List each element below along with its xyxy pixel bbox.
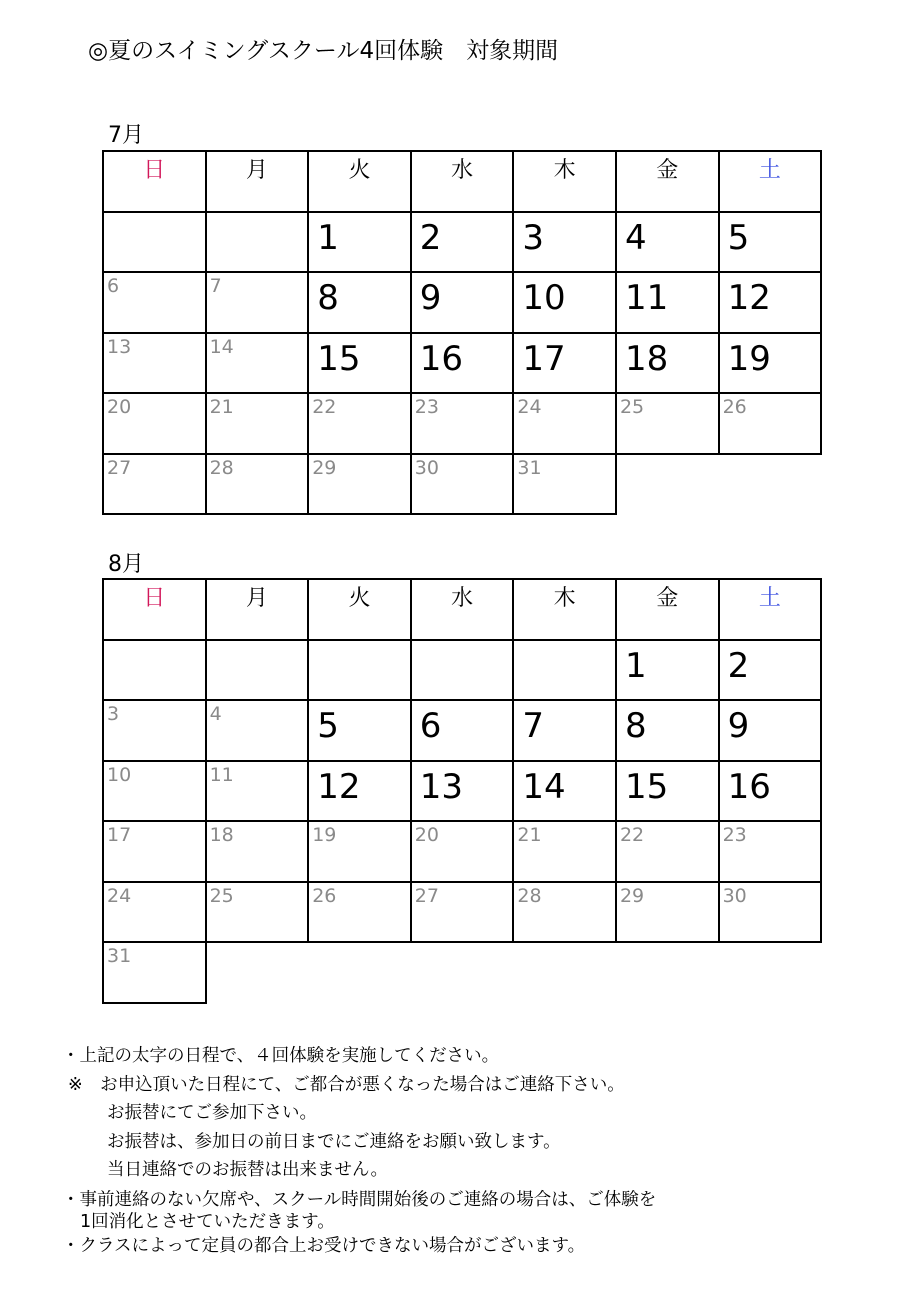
day-number: 31 bbox=[107, 945, 132, 967]
day-number: 21 bbox=[517, 824, 542, 846]
note-line: ※ お申込頂いた日程にて、ご都合が悪くなった場合はご連絡下さい。 bbox=[68, 1074, 625, 1095]
target-day-number: 8 bbox=[317, 278, 339, 318]
day-number: 22 bbox=[312, 396, 337, 418]
weekday-header bbox=[308, 151, 411, 212]
target-day-number: 2 bbox=[419, 217, 442, 258]
target-day-number: 14 bbox=[522, 766, 566, 807]
day-number: 3 bbox=[107, 703, 120, 725]
day-number: 22 bbox=[619, 824, 645, 846]
day-number: 19 bbox=[312, 824, 337, 846]
day-cell bbox=[103, 454, 206, 515]
day-cell bbox=[719, 882, 822, 943]
target-day-number: 5 bbox=[317, 706, 339, 746]
day-cell bbox=[719, 700, 822, 761]
note-line: ・事前連絡のない欠席や、スクール時間開始後のご連絡の場合は、ご体験を bbox=[62, 1189, 657, 1210]
day-cell bbox=[103, 882, 206, 943]
target-day-number: 6 bbox=[419, 706, 442, 746]
day-cell bbox=[719, 333, 822, 394]
day-cell bbox=[308, 640, 411, 701]
empty-cell bbox=[206, 942, 309, 1003]
weekday-label: 火 bbox=[348, 158, 371, 183]
weekday-label: 水 bbox=[451, 158, 474, 183]
day-cell bbox=[616, 882, 719, 943]
day-cell bbox=[103, 212, 206, 273]
day-cell bbox=[103, 333, 206, 394]
august-calendar bbox=[102, 578, 822, 1004]
weekday-label: 日 bbox=[143, 586, 166, 611]
weekday-label: 木 bbox=[553, 586, 576, 611]
weekday-header bbox=[719, 579, 822, 640]
day-cell bbox=[206, 333, 309, 394]
target-day-number: 19 bbox=[727, 338, 771, 379]
day-number: 4 bbox=[209, 703, 222, 725]
day-number: 20 bbox=[414, 824, 439, 846]
weekday-header bbox=[103, 579, 206, 640]
day-number: 25 bbox=[619, 396, 645, 418]
day-number: 29 bbox=[619, 884, 645, 907]
day-cell bbox=[719, 393, 822, 454]
notes bbox=[62, 1042, 882, 1257]
day-number: 17 bbox=[107, 824, 132, 846]
day-cell bbox=[103, 700, 206, 761]
target-day-number: 12 bbox=[727, 278, 771, 318]
day-cell bbox=[308, 882, 411, 943]
day-cell bbox=[616, 333, 719, 394]
target-day-number: 12 bbox=[317, 766, 361, 807]
day-cell bbox=[616, 212, 719, 273]
day-number: 7 bbox=[209, 275, 222, 297]
weekday-label: 火 bbox=[348, 586, 371, 611]
target-day-number: 13 bbox=[419, 766, 464, 807]
week-row bbox=[103, 821, 821, 882]
day-cell bbox=[206, 700, 309, 761]
week-row bbox=[103, 700, 821, 761]
note-line: 当日連絡でのお振替は出来ません。 bbox=[107, 1160, 389, 1180]
weekday-label: 月 bbox=[245, 158, 268, 183]
weekday-label: 金 bbox=[656, 586, 679, 611]
weekday-header bbox=[206, 151, 309, 212]
target-day-number: 4 bbox=[624, 217, 647, 258]
day-cell bbox=[411, 333, 514, 394]
day-cell bbox=[308, 333, 411, 394]
day-cell bbox=[411, 821, 514, 882]
day-cell bbox=[308, 761, 411, 822]
day-cell bbox=[616, 821, 719, 882]
day-number: 11 bbox=[209, 763, 234, 786]
note-line: ・上記の太字の日程で、４回体験を実施してください。 bbox=[62, 1046, 500, 1066]
day-number: 30 bbox=[722, 884, 747, 907]
day-number: 13 bbox=[107, 335, 132, 358]
empty-cell bbox=[616, 454, 719, 515]
week-row bbox=[103, 212, 821, 273]
target-day-number: 8 bbox=[624, 706, 647, 746]
empty-cell bbox=[411, 942, 514, 1003]
weekday-header bbox=[103, 151, 206, 212]
day-cell bbox=[513, 882, 616, 943]
day-cell bbox=[513, 700, 616, 761]
day-cell bbox=[616, 640, 719, 701]
weekday-header bbox=[308, 579, 411, 640]
week-row bbox=[103, 333, 821, 394]
day-cell bbox=[206, 640, 309, 701]
target-day-number: 16 bbox=[727, 766, 771, 807]
day-cell bbox=[513, 333, 616, 394]
day-cell bbox=[206, 761, 309, 822]
week-row bbox=[103, 393, 821, 454]
day-cell bbox=[513, 761, 616, 822]
day-cell bbox=[308, 454, 411, 515]
july-label: 7月 bbox=[108, 123, 144, 148]
weekday-label: 金 bbox=[656, 158, 679, 183]
weekday-header bbox=[411, 151, 514, 212]
day-number: 24 bbox=[517, 396, 542, 418]
weekday-header bbox=[206, 579, 309, 640]
day-cell bbox=[103, 761, 206, 822]
target-day-number: 1 bbox=[317, 217, 339, 258]
week-row bbox=[103, 640, 821, 701]
day-cell bbox=[411, 212, 514, 273]
empty-cell bbox=[616, 942, 719, 1003]
weekday-header bbox=[411, 579, 514, 640]
day-cell bbox=[411, 700, 514, 761]
day-cell bbox=[719, 272, 822, 333]
day-cell bbox=[103, 821, 206, 882]
day-number: 26 bbox=[312, 884, 337, 907]
day-cell bbox=[719, 212, 822, 273]
day-number: 28 bbox=[517, 884, 542, 907]
target-day-number: 7 bbox=[522, 706, 545, 746]
day-number: 6 bbox=[107, 275, 120, 297]
day-cell bbox=[616, 393, 719, 454]
day-cell bbox=[308, 212, 411, 273]
day-cell bbox=[308, 393, 411, 454]
weekday-label: 土 bbox=[758, 586, 781, 611]
day-cell bbox=[206, 272, 309, 333]
target-day-number: 1 bbox=[624, 645, 647, 686]
note-line: 1回消化とさせていただきます。 bbox=[80, 1211, 335, 1232]
target-day-number: 18 bbox=[624, 338, 669, 379]
week-row bbox=[103, 761, 821, 822]
weekday-label: 土 bbox=[758, 158, 781, 183]
empty-cell bbox=[308, 942, 411, 1003]
day-number: 26 bbox=[722, 396, 747, 418]
day-number: 21 bbox=[209, 396, 234, 418]
day-number: 28 bbox=[209, 456, 234, 479]
weekday-header bbox=[719, 151, 822, 212]
empty-cell bbox=[719, 942, 822, 1003]
day-cell bbox=[513, 821, 616, 882]
target-day-number: 5 bbox=[727, 217, 750, 258]
day-cell bbox=[513, 393, 616, 454]
day-cell bbox=[513, 454, 616, 515]
note-line: お振替にてご参加下さい。 bbox=[107, 1103, 317, 1123]
august-label: 8月 bbox=[108, 552, 144, 577]
day-cell bbox=[719, 640, 822, 701]
day-cell bbox=[411, 761, 514, 822]
day-number: 31 bbox=[517, 456, 542, 479]
day-cell bbox=[513, 212, 616, 273]
day-cell bbox=[513, 272, 616, 333]
target-day-number: 2 bbox=[727, 645, 750, 686]
day-cell bbox=[103, 272, 206, 333]
day-number: 10 bbox=[107, 763, 132, 786]
day-number: 14 bbox=[209, 335, 234, 358]
day-number: 27 bbox=[414, 884, 439, 907]
target-day-number: 9 bbox=[727, 706, 750, 746]
target-day-number: 15 bbox=[317, 338, 361, 379]
target-day-number: 11 bbox=[624, 278, 669, 318]
weekday-label: 月 bbox=[245, 586, 268, 611]
weekday-header bbox=[513, 151, 616, 212]
july-calendar bbox=[102, 150, 822, 515]
day-cell bbox=[719, 821, 822, 882]
week-row bbox=[103, 272, 821, 333]
day-cell bbox=[411, 272, 514, 333]
day-cell bbox=[103, 942, 206, 1003]
day-cell bbox=[513, 640, 616, 701]
target-day-number: 15 bbox=[624, 766, 669, 807]
day-cell bbox=[308, 821, 411, 882]
day-number: 18 bbox=[209, 824, 234, 846]
empty-cell bbox=[513, 942, 616, 1003]
day-number: 23 bbox=[722, 824, 747, 846]
day-number: 20 bbox=[107, 396, 132, 418]
day-number: 27 bbox=[107, 456, 132, 479]
day-number: 23 bbox=[414, 396, 439, 418]
day-cell bbox=[206, 882, 309, 943]
day-cell bbox=[411, 393, 514, 454]
day-cell bbox=[206, 393, 309, 454]
week-row bbox=[103, 454, 821, 515]
weekday-label: 日 bbox=[143, 158, 166, 183]
day-cell bbox=[616, 700, 719, 761]
note-line: お振替は、参加日の前日までにご連絡をお願い致します。 bbox=[107, 1131, 561, 1152]
day-cell bbox=[206, 454, 309, 515]
day-cell bbox=[308, 272, 411, 333]
page-title: ◎夏のスイミングスクール4回体験 対象期間 bbox=[88, 38, 559, 64]
day-cell bbox=[206, 212, 309, 273]
weekday-header-row bbox=[103, 151, 821, 212]
target-day-number: 16 bbox=[419, 338, 464, 379]
target-day-number: 9 bbox=[419, 278, 442, 318]
day-cell bbox=[103, 640, 206, 701]
week-row bbox=[103, 942, 821, 1003]
day-number: 30 bbox=[414, 456, 439, 479]
day-number: 24 bbox=[107, 884, 132, 907]
day-cell bbox=[719, 761, 822, 822]
note-line: ・クラスによって定員の都合上お受けできない場合がございます。 bbox=[62, 1235, 586, 1256]
target-day-number: 10 bbox=[522, 278, 566, 318]
day-number: 29 bbox=[312, 456, 337, 479]
weekday-header-row bbox=[103, 579, 821, 640]
day-cell bbox=[616, 272, 719, 333]
day-cell bbox=[206, 821, 309, 882]
day-cell bbox=[103, 393, 206, 454]
weekday-header bbox=[513, 579, 616, 640]
target-day-number: 17 bbox=[522, 338, 566, 379]
weekday-label: 水 bbox=[451, 586, 474, 611]
target-day-number: 3 bbox=[522, 217, 545, 258]
day-cell bbox=[616, 761, 719, 822]
day-number: 25 bbox=[209, 884, 234, 907]
weekday-label: 木 bbox=[553, 158, 576, 183]
day-cell bbox=[411, 882, 514, 943]
day-cell bbox=[411, 454, 514, 515]
day-cell bbox=[308, 700, 411, 761]
empty-cell bbox=[719, 454, 822, 515]
weekday-header bbox=[616, 579, 719, 640]
weekday-header bbox=[616, 151, 719, 212]
day-cell bbox=[411, 640, 514, 701]
week-row bbox=[103, 882, 821, 943]
